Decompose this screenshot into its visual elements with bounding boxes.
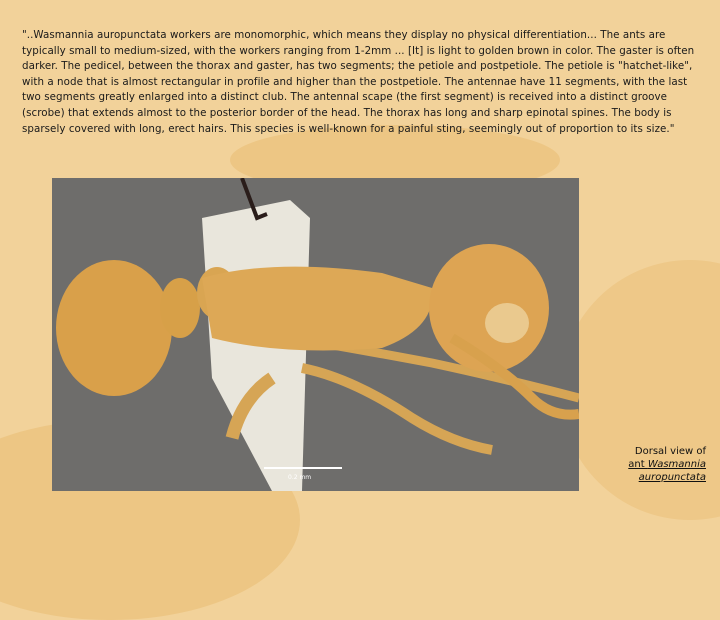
species-description-quote: "..Wasmannia auropunctata workers are monomorphic, which means they display no physical differentiation... The ants are typically small to medium-sized, with the workers ranging from 1-2mm ... [It] is light to golden brown in color. The gaster is often darker. The pedicel, between the thorax and gaster, has two segments; the petiole and postpetiole. The petiole is "hatchet-like", with a node that is almost rectangular in profile and higher than the postpetiole. The antennae have 11 segments, with the last two segments greatly enlarged into a distinct club. The antennal scape (the first segment) is received into a distinct groove (scrobe) that extends almost to the posterior border of the head. The thorax has long and sharp epinotal spines. The body is sparsely covered with long, erect hairs. This species is well-known for a painful sting, seemingly out of proportion to its size."	[22, 29, 695, 135]
ant-gaster	[56, 260, 172, 396]
caption-line: Dorsal view of	[634, 446, 706, 457]
ant-petiole	[160, 278, 200, 338]
scale-bar-label: 0.2 mm	[288, 474, 312, 481]
ant-head-highlight	[485, 303, 529, 343]
ant-head	[429, 244, 549, 372]
ant-photo	[52, 178, 579, 491]
ant-illustration	[52, 178, 579, 491]
ant-thorax	[202, 267, 432, 351]
ant-leg	[302, 368, 492, 450]
caption-ant-link-prefix[interactable]: ant	[628, 459, 648, 470]
caption-line	[588, 458, 706, 471]
photo-caption	[588, 445, 706, 484]
caption-genus-link[interactable]: Wasmannia	[647, 459, 706, 470]
caption-species-link[interactable]: auropunctata	[638, 472, 706, 483]
